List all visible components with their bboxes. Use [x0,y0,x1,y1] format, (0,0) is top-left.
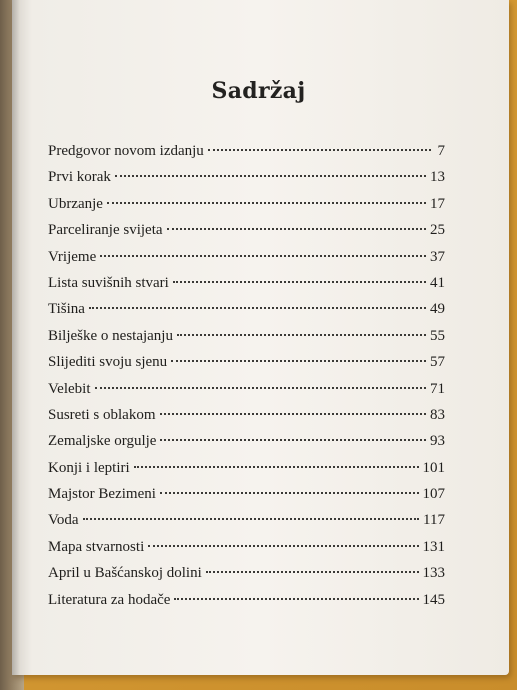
toc-page-number: 71 [430,380,445,397]
toc-entry [48,512,445,538]
toc-dot-leader [107,202,426,204]
toc-entry [48,301,445,327]
toc-entry-title: Konji i leptiri [48,459,130,476]
toc-dot-leader [89,307,426,309]
toc-dot-leader [83,518,419,520]
toc-entry-title: Predgovor novom izdanju [48,143,204,159]
toc-entry-title: Prvi korak [48,169,111,186]
toc-dot-leader [173,281,426,283]
toc-dot-leader [177,334,426,336]
toc-entry [48,381,445,407]
toc-dot-leader [134,466,419,468]
toc-entry [48,275,445,301]
toc-entry [48,169,445,195]
toc-page-number: 49 [430,301,445,318]
toc-entry [48,222,445,248]
toc-entry [48,592,445,618]
toc-page-number: 41 [430,274,445,291]
toc-page-number: 57 [430,354,445,371]
toc-page-number: 25 [430,222,445,239]
toc-page-number: 107 [422,486,445,503]
toc-page-number: 55 [430,327,445,344]
toc-entry [48,539,445,565]
toc-entry-title: Zemaljske orgulje [48,433,157,450]
toc-page-number: 17 [430,195,445,212]
toc-entry-title: Vrijeme [48,248,97,265]
toc-page-number: 145 [422,591,445,608]
toc-dot-leader [95,387,427,389]
toc-entry-title: Ubrzanje [48,195,103,212]
toc-entry [48,354,445,380]
toc-page-number: 133 [422,565,445,582]
toc-dot-leader [208,149,431,151]
toc-dot-leader [174,598,418,600]
toc-entry [48,433,445,459]
toc-entry-title: April u Bašćanskoj dolini [48,565,202,582]
toc-page-number: 37 [430,248,445,265]
toc-entry [48,460,445,486]
toc-entry [48,196,445,222]
toc-entry-title: Parceliranje svijeta [48,222,163,239]
page-title: Sadržaj [211,77,306,104]
toc-entry [48,407,445,433]
toc-dot-leader [148,545,418,547]
toc-entry-title: Slijediti svoju sjenu [48,354,168,371]
toc-entry-title: Velebit [48,380,91,397]
toc-dot-leader [115,175,426,177]
toc-dot-leader [100,255,426,257]
toc-page-number: 131 [422,538,445,555]
toc-dot-leader [171,360,426,362]
toc-entry-title: Literatura za hodače [48,591,171,608]
toc-entry-title: Majstor Bezimeni [48,486,156,503]
toc-dot-leader [206,571,419,573]
toc-entry [48,565,445,591]
toc-entry [48,328,445,354]
toc-page-number: 101 [422,459,445,476]
toc-entry [48,249,445,275]
toc-dot-leader [160,413,427,415]
toc-entry-title: Tišina [48,301,85,318]
toc-entry-title: Mapa stvarnosti [48,538,145,555]
toc-page-number: 7 [437,143,445,159]
toc-dot-leader [160,492,419,494]
toc-page-number: 13 [430,169,445,186]
toc-entry-title: Voda [48,512,79,529]
toc-entry [48,486,445,512]
toc-entry-title: Bilješke o nestajanju [48,327,173,344]
toc-entry-title: Susreti s oblakom [48,406,156,423]
toc-dot-leader [167,228,426,230]
toc-page-number: 93 [430,433,445,450]
toc-entry-title: Lista suvišnih stvari [48,274,169,291]
table-of-contents [48,143,445,618]
toc-page-number: 117 [423,512,445,529]
toc-entry [48,143,445,169]
toc-page-number: 83 [430,406,445,423]
toc-dot-leader [160,439,426,441]
